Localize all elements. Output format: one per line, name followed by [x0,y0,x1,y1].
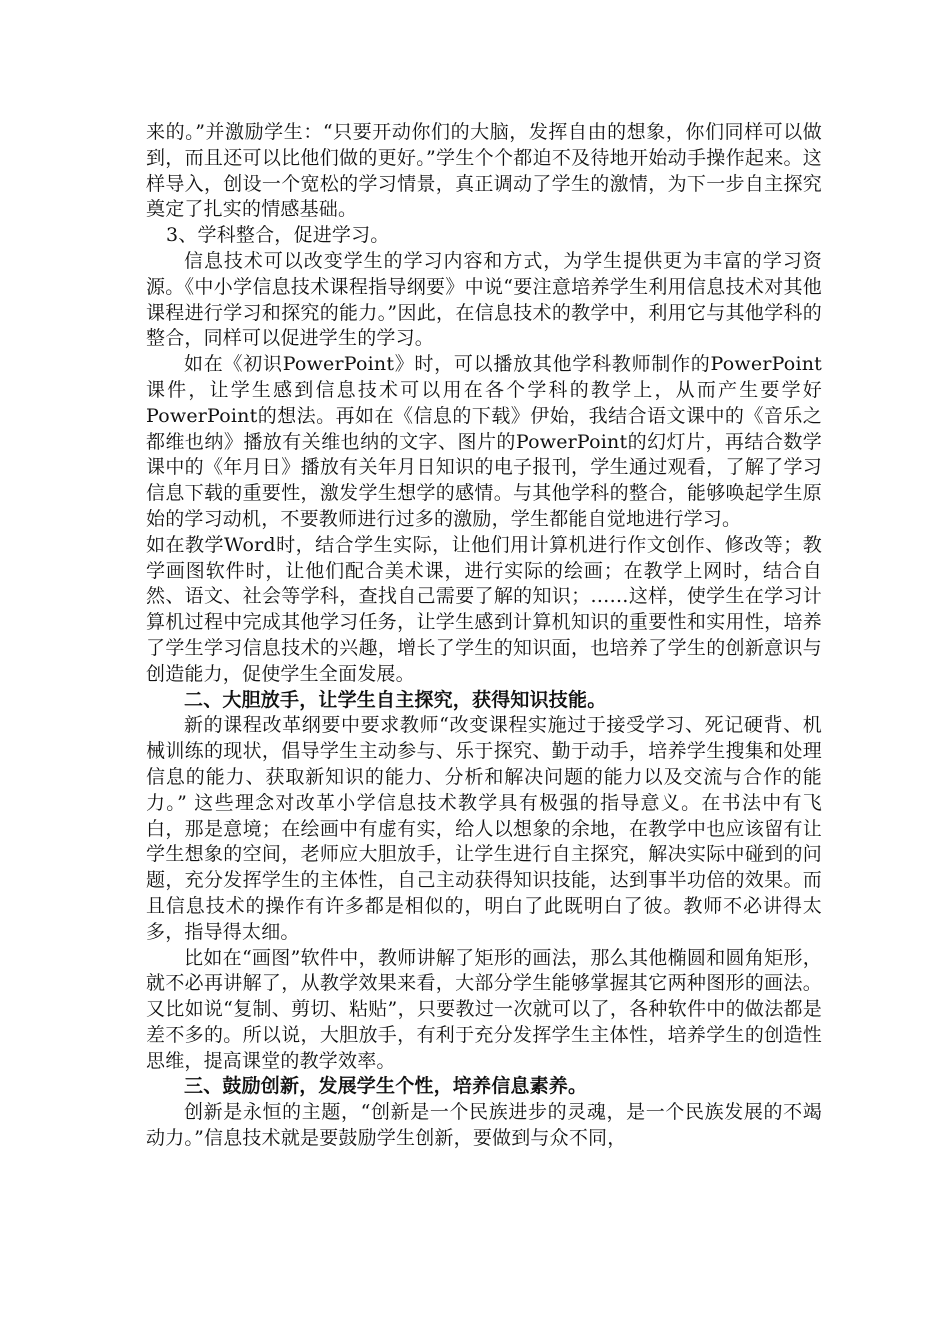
section-heading-3: 三、鼓励创新，发展学生个性，培养信息素养。 [184,1075,588,1098]
paragraph-info-tech-resources: 信息技术可以改变学生的学习内容和方式，为学生提供更为丰富的学习资源。《中小学信息技术课程指导纲要》中说“要注意培养学生利用信息技术对其他课程进行学习和探究的能力。”因此，在信息技术的教学中，利用它与其他学科的整合，同样可以促进学生的学习。 [146,249,822,350]
subheading-subject-integration: 3、学科整合，促进学习。 [166,224,390,247]
paragraph-continuation: 来的。”并激励学生：“只要开动你们的大脑，发挥自由的想象，你们同样可以做到，而且还可以比他们做的更好。”学生个个都迫不及待地开始动手操作起来。这样导入，创设一个宽松的学习情景，真正调动了学生的激情，为下一步自主探究奠定了扎实的情感基础。 [146,121,822,221]
paragraph-innovation: 创新是永恒的主题，“创新是一个民族进步的灵魂，是一个民族发展的不竭动力。”信息技术就是要鼓励学生创新，要做到与众不同， [146,1101,822,1150]
paragraph-paint-example: 比如在“画图”软件中，教师讲解了矩形的画法，那么其他椭圆和圆角矩形，就不必再讲解了，从教学效果来看，大部分学生能够掌握其它两种图形的画法。又比如说“复制、剪切、粘贴”，只要教过一次就可以了，各种软件中的做法都是差不多的。所以说，大胆放手，有利于充分发挥学生主体性，培养学生的创造性思维，提高课堂的教学效率。 [146,946,822,1072]
paragraph-powerpoint-example: 如在《初识PowerPoint》时，可以播放其他学科教师制作的PowerPoint课件，让学生感到信息技术可以用在各个学科的教学上，从而产生要学好PowerPoint的想法。再如在《信息的下载》伊始，我结合语文课中的《音乐之都维也纳》播放有关维也纳的文字、图片的PowerPoint的幻灯片，再结合数学课中的《年月日》播放有关年月日知识的电子报刊，学生通过观看，了解了学习信息下载的重要性，激发学生想学的感情。与其他学科的整合，能够唤起学生原始的学习动机，不要教师进行过多的激励，学生都能自觉地进行学习。 [146,353,822,530]
section-heading-2: 二、大胆放手，让学生自主探究，获得知识技能。 [184,688,607,711]
document-page [146,120,822,1152]
paragraph-curriculum-reform: 新的课程改革纲要中要求教师“改变课程实施过于接受学习、死记硬背、机械训练的现状，倡导学生主动参与、乐于探究、勤于动手，培养学生搜集和处理信息的能力、获取新知识的能力、分析和解决问题的能力以及交流与合作的能力。” 这些理念对改革小学信息技术教学具有极强的指导意义。在书法中有飞白，那是意境；在绘画中有虚有实，给人以想象的余地，在教学中也应该留有让学生想象的空间，老师应大胆放手，让学生进行自主探究，解决实际中碰到的问题，充分发挥学生的主体性，自己主动获得知识技能，达到事半功倍的效果。而且信息技术的操作有许多都是相似的，明白了此既明白了彼。教师不必讲得太多，指导得太细。 [146,714,822,943]
paragraph-word-example: 如在教学Word时，结合学生实际，让他们用计算机进行作文创作、修改等；教学画图软件时，让他们配合美术课，进行实际的绘画；在教学上网时，结合自然、语文、社会等学科，查找自己需要了解的知识；……这样，使学生在学习计算机过程中完成其他学习任务，让学生感到计算机知识的重要性和实用性，培养了学生学习信息技术的兴趣，增长了学生的知识面，也培养了学生的创新意识与创造能力，促使学生全面发展。 [146,533,822,685]
